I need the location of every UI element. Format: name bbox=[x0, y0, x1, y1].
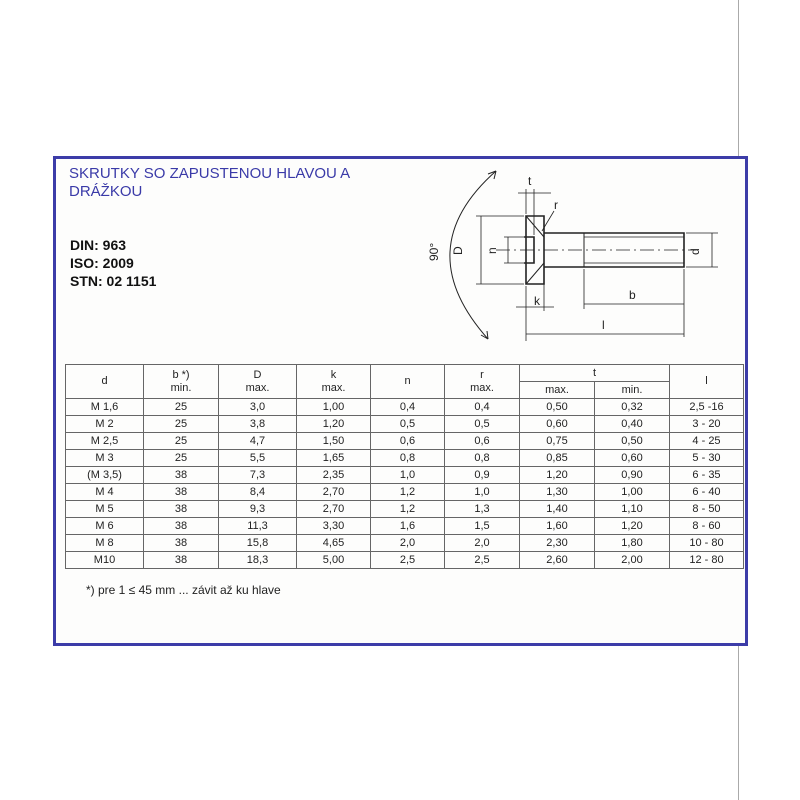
stn-standard: STN: 02 1151 bbox=[70, 273, 157, 289]
table-cell: 0,50 bbox=[520, 399, 595, 416]
table-cell: 2,70 bbox=[297, 501, 371, 518]
table-cell: 1,80 bbox=[595, 535, 670, 552]
table-cell: 5 - 30 bbox=[670, 450, 744, 467]
header-k: k max. bbox=[297, 365, 371, 399]
table-cell: 1,20 bbox=[595, 518, 670, 535]
table-cell: 25 bbox=[144, 433, 219, 450]
table-cell: 2,35 bbox=[297, 467, 371, 484]
table-cell: 3,8 bbox=[219, 416, 297, 433]
header-d: d bbox=[66, 365, 144, 399]
table-cell: 38 bbox=[144, 484, 219, 501]
table-cell: 11,3 bbox=[219, 518, 297, 535]
table-cell: 25 bbox=[144, 399, 219, 416]
table-cell: 1,2 bbox=[371, 484, 445, 501]
D-label: D bbox=[451, 246, 465, 255]
t-dimension bbox=[518, 189, 551, 235]
header-t-min: min. bbox=[595, 382, 670, 399]
table-cell: 1,10 bbox=[595, 501, 670, 518]
b-label: b bbox=[629, 288, 636, 302]
table-cell: 0,4 bbox=[371, 399, 445, 416]
table-cell: 0,4 bbox=[445, 399, 520, 416]
table-cell: 12 - 80 bbox=[670, 552, 744, 569]
table-row bbox=[66, 467, 744, 484]
table-cell: 0,90 bbox=[595, 467, 670, 484]
table-cell: 2,00 bbox=[595, 552, 670, 569]
table-cell: 1,0 bbox=[445, 484, 520, 501]
header-D: D max. bbox=[219, 365, 297, 399]
scan-edge-line bbox=[738, 643, 739, 800]
din-standard: DIN: 963 bbox=[70, 237, 127, 253]
scan-edge-line bbox=[738, 0, 739, 156]
table-cell: M 3 bbox=[66, 450, 144, 467]
table-cell: M 2 bbox=[66, 416, 144, 433]
header-b: b *) min. bbox=[144, 365, 219, 399]
table-cell: 6 - 40 bbox=[670, 484, 744, 501]
footnote: *) pre 1 ≤ 45 mm ... závit až ku hlave bbox=[86, 583, 281, 597]
table-cell: 4 - 25 bbox=[670, 433, 744, 450]
table-cell: 1,5 bbox=[445, 518, 520, 535]
table-cell: 9,3 bbox=[219, 501, 297, 518]
title-line-2: DRÁŽKOU bbox=[69, 183, 143, 200]
table-cell: 1,30 bbox=[520, 484, 595, 501]
table-cell: 1,50 bbox=[297, 433, 371, 450]
d-label: d bbox=[688, 248, 702, 255]
table-row bbox=[66, 416, 744, 433]
table-cell: 38 bbox=[144, 552, 219, 569]
table-cell: 1,2 bbox=[371, 501, 445, 518]
table-cell: 3 - 20 bbox=[670, 416, 744, 433]
k-label: k bbox=[534, 294, 540, 308]
table-cell: 0,85 bbox=[520, 450, 595, 467]
title-line-1: SKRUTKY SO ZAPUSTENOU HLAVOU A bbox=[69, 165, 351, 182]
table-cell: 2,5 bbox=[445, 552, 520, 569]
table-cell: 38 bbox=[144, 518, 219, 535]
table-body bbox=[66, 399, 744, 569]
header-r: r max. bbox=[445, 365, 520, 399]
table-cell: 4,65 bbox=[297, 535, 371, 552]
table-cell: 1,00 bbox=[595, 484, 670, 501]
table-cell: 1,0 bbox=[371, 467, 445, 484]
header-l: l bbox=[670, 365, 744, 399]
table-cell: 0,50 bbox=[595, 433, 670, 450]
table-cell: 1,60 bbox=[520, 518, 595, 535]
document-frame bbox=[53, 156, 748, 646]
table-row bbox=[66, 518, 744, 535]
table-cell: 10 - 80 bbox=[670, 535, 744, 552]
table-cell: 0,6 bbox=[371, 433, 445, 450]
table-cell: 38 bbox=[144, 467, 219, 484]
table-cell: 0,40 bbox=[595, 416, 670, 433]
angle-label: 90° bbox=[427, 242, 441, 261]
table-cell: 5,00 bbox=[297, 552, 371, 569]
table-cell: M 6 bbox=[66, 518, 144, 535]
table-cell: 2,60 bbox=[520, 552, 595, 569]
table-cell: (M 3,5) bbox=[66, 467, 144, 484]
table-cell: 0,75 bbox=[520, 433, 595, 450]
table-row bbox=[66, 399, 744, 416]
table-cell: 0,6 bbox=[445, 433, 520, 450]
table-cell: 2,5 bbox=[371, 552, 445, 569]
table-cell: 1,6 bbox=[371, 518, 445, 535]
table-row bbox=[66, 552, 744, 569]
table-cell: M 1,6 bbox=[66, 399, 144, 416]
table-cell: 0,32 bbox=[595, 399, 670, 416]
table-cell: 2,5 -16 bbox=[670, 399, 744, 416]
table-cell: 8 - 60 bbox=[670, 518, 744, 535]
table-cell: 8 - 50 bbox=[670, 501, 744, 518]
l-dimension bbox=[526, 311, 684, 341]
screw-technical-drawing bbox=[56, 159, 745, 364]
table-cell: 1,40 bbox=[520, 501, 595, 518]
table-cell: 0,5 bbox=[371, 416, 445, 433]
table-cell: 1,20 bbox=[297, 416, 371, 433]
table-cell: 0,8 bbox=[371, 450, 445, 467]
table-cell: 1,3 bbox=[445, 501, 520, 518]
header-t: t bbox=[520, 365, 670, 382]
table-cell: 0,60 bbox=[520, 416, 595, 433]
table-cell: 25 bbox=[144, 450, 219, 467]
table-cell: 38 bbox=[144, 535, 219, 552]
table-cell: 25 bbox=[144, 416, 219, 433]
table-row bbox=[66, 484, 744, 501]
table-cell: M 8 bbox=[66, 535, 144, 552]
header-t-max: max. bbox=[520, 382, 595, 399]
table-cell: 4,7 bbox=[219, 433, 297, 450]
table-cell: 1,20 bbox=[520, 467, 595, 484]
dimension-table bbox=[65, 364, 744, 569]
table-row bbox=[66, 535, 744, 552]
table-cell: 0,8 bbox=[445, 450, 520, 467]
table-cell: 3,30 bbox=[297, 518, 371, 535]
table-cell: 1,00 bbox=[297, 399, 371, 416]
n-label: n bbox=[485, 247, 499, 254]
table-cell: 2,0 bbox=[445, 535, 520, 552]
table-row bbox=[66, 501, 744, 518]
table-cell: 2,70 bbox=[297, 484, 371, 501]
header-n: n bbox=[371, 365, 445, 399]
table-row bbox=[66, 450, 744, 467]
table-cell: 7,3 bbox=[219, 467, 297, 484]
screw-shank bbox=[544, 233, 684, 267]
table-cell: M 2,5 bbox=[66, 433, 144, 450]
table-cell: M 4 bbox=[66, 484, 144, 501]
b-dimension bbox=[584, 269, 684, 337]
table-cell: 38 bbox=[144, 501, 219, 518]
table-cell: 0,5 bbox=[445, 416, 520, 433]
t-label: t bbox=[528, 174, 532, 188]
table-cell: 2,30 bbox=[520, 535, 595, 552]
table-cell: 15,8 bbox=[219, 535, 297, 552]
table-cell: 3,0 bbox=[219, 399, 297, 416]
table-cell: 0,9 bbox=[445, 467, 520, 484]
table-row bbox=[66, 433, 744, 450]
table-cell: M 5 bbox=[66, 501, 144, 518]
table-cell: 6 - 35 bbox=[670, 467, 744, 484]
iso-standard: ISO: 2009 bbox=[70, 255, 134, 271]
table-cell: 18,3 bbox=[219, 552, 297, 569]
table-cell: 0,60 bbox=[595, 450, 670, 467]
table-cell: 8,4 bbox=[219, 484, 297, 501]
table-cell: 1,65 bbox=[297, 450, 371, 467]
table-cell: M10 bbox=[66, 552, 144, 569]
table-cell: 5,5 bbox=[219, 450, 297, 467]
table-cell: 2,0 bbox=[371, 535, 445, 552]
r-label: r bbox=[554, 198, 558, 212]
l-label: l bbox=[602, 318, 605, 332]
